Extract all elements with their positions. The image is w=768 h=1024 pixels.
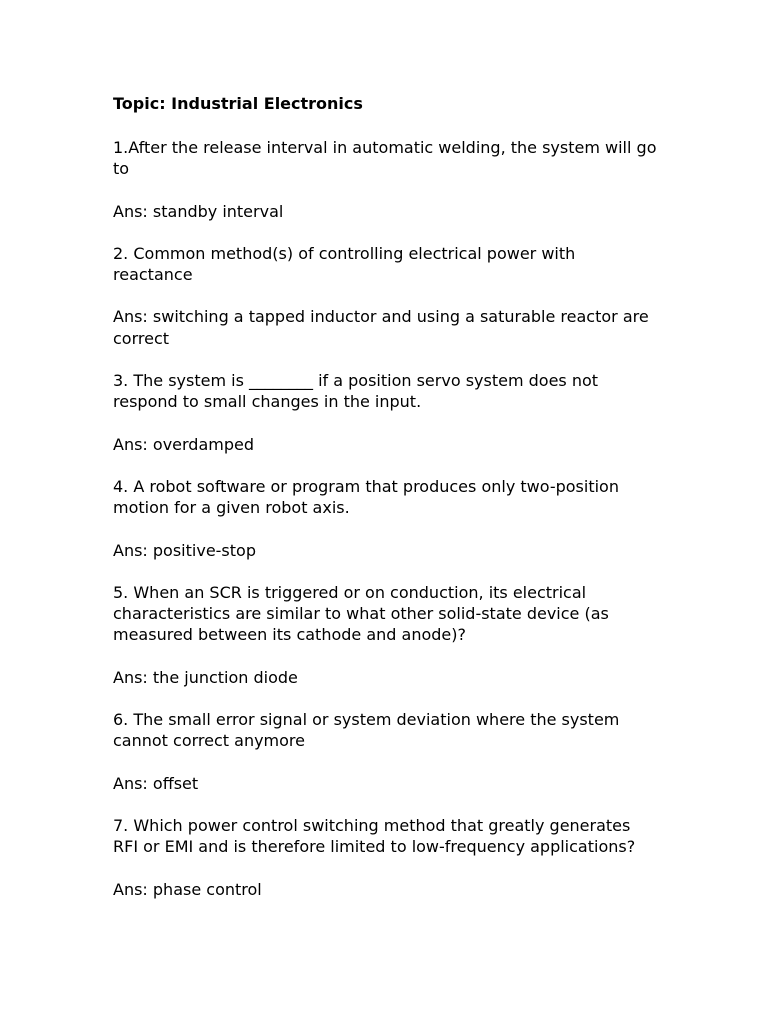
qa-item-3	[113, 370, 658, 455]
qa-item-7	[113, 815, 658, 900]
qa-item-5	[113, 582, 658, 688]
question-6: 6. The small error signal or system deviation where the system cannot correct anymore	[113, 710, 625, 751]
answer-6: Ans: offset	[113, 773, 199, 793]
answer-4: Ans: positive-stop	[113, 540, 256, 560]
answer-5: Ans: the junction diode	[113, 667, 298, 687]
answer-1: Ans: standby interval	[113, 201, 284, 221]
qa-item-4	[113, 476, 658, 561]
question-1: 1.After the release interval in automatic welding, the system will go to	[113, 138, 662, 179]
question-4: 4. A robot software or program that produces only two-position motion for a given robot axis.	[113, 476, 625, 518]
answer-7: Ans: phase control	[113, 879, 262, 899]
question-7: 7. Which power control switching method that greatly generates RFI or EMI and is therefore limited to low-frequency applications?	[113, 815, 636, 857]
qa-list	[113, 137, 662, 900]
question-3: 3. The system is ________ if a position servo system does not respond to small changes in the input.	[113, 371, 604, 412]
question-5: 5. When an SCR is triggered or on conduction, its electrical characteristics are similar to what other solid-state device (as measured between its cathode and anode)?	[113, 582, 614, 645]
question-2: 2. Common method(s) of controlling electrical power with reactance	[113, 243, 581, 285]
qa-item-2	[113, 243, 658, 349]
qa-item-1	[113, 137, 662, 222]
answer-2: Ans: switching a tapped inductor and using a saturable reactor are correct	[113, 307, 654, 348]
answer-3: Ans: overdamped	[113, 434, 254, 454]
document-title: Topic: Industrial Electronics	[113, 94, 363, 113]
qa-item-6	[113, 709, 658, 794]
